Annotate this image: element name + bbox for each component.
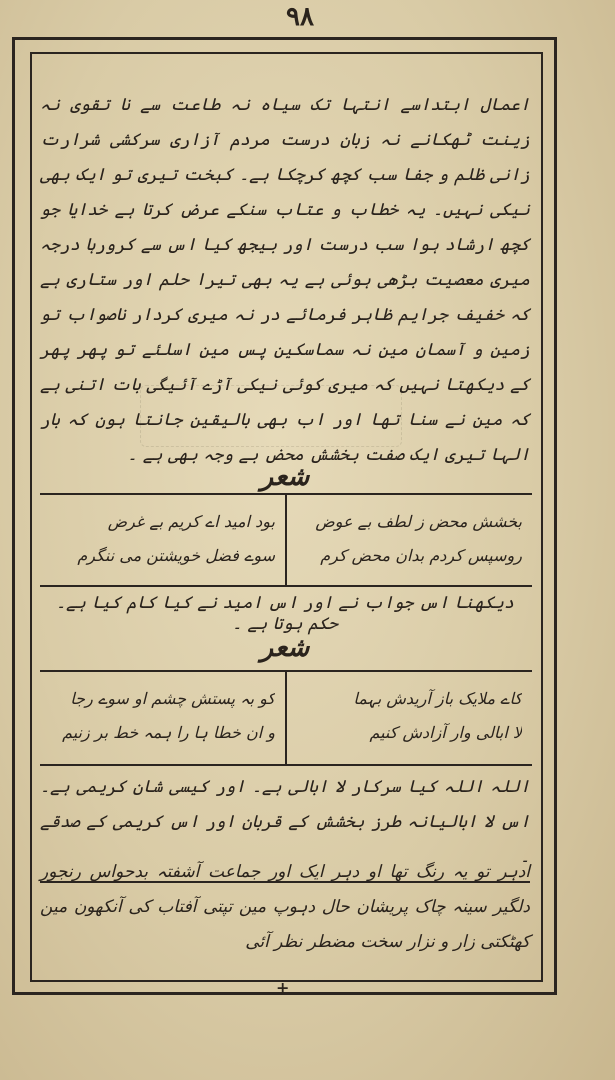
verse-1-left-column	[40, 495, 285, 585]
verse-table-2	[40, 670, 532, 766]
verse-line: بود امید اے کریم بے غرض	[107, 512, 275, 531]
verse-2-left-column	[40, 672, 285, 764]
verse-line: و ان خطا ہا را ہمہ خط بر زنیم	[62, 723, 275, 742]
verse-heading-1: شعر	[260, 462, 310, 492]
verse-line: کاے ملایک باز آریدش بہما	[353, 689, 522, 708]
footer-cross-mark: +	[276, 978, 290, 997]
verse-line: بخشش محض ز لطف بے عوض	[315, 512, 522, 531]
verse-2-right-column	[285, 672, 532, 764]
page-number: ٩٨	[286, 2, 314, 32]
verse-heading-2: شعر	[260, 633, 310, 663]
prose-paragraph-2: اللہ اللہ کیا سرکار لا ابالی ہے۔ اور کیسی شان کریمی ہے۔ اس لا ابالیانہ طرز بخشش کے قربان اور اس کریمی کے صدقے ۔	[40, 770, 530, 883]
verse-line: روسپس کردم بدان محض کرم	[320, 546, 522, 565]
verse-table-1	[40, 493, 532, 587]
prose-paragraph-1: اعمال ابتداسے انتہا تک سیاہ نہ طاعت سے نا تقوی نہ زینت ٹھکانے نہ زبان درست مردم آزاری سرکشی شرارت زانی ظلم و جفا سب کچھ کرچکا ہے۔ کبخت تیری تو ایک بھی نیکی نہیں۔ یہ خطاب و عتاب سنکے عرض کرتا ہے خدایا جو کچھ ارشاد ہوا سب درست اور بیجھ کیا اس سے کرورہا درجہ میری معصیت بڑھی ہوئی ہے یہ بھی تیرا حلم اور ستاری ہے کہ خفیف جرایم ظاہر فرمائے در نہ میری کردار ناصواب تو زمین و آسمان مین نہ سماسکین پس مین اسلئے تو پھر پھر کے دیکھتا نہیں کہ میری کوئی نیکی آڑے آئیگی بات اتنی ہے کہ مین نے سنا تھا اور اب بھی بالیقین جانتا ہون کہ بار الہا تیری ایک صفت بخشش محض بے وجہ بھی ہے ۔	[40, 95, 530, 465]
verse-line: کو بہ پستش چشم او سوے رجا	[70, 689, 275, 708]
prose-paragraph-3: ادہر تو یہ رنگ تھا او دہر ایک اور جماعت آشفتہ بدحواس رنجور دلگیر سینہ چاک پریشان حال دہوپ مین تپتی آفتاب کی آنکھون مین کھٹکتی زار و نزار سخت مضطر نظر آئی	[40, 862, 530, 952]
verse-line: سوے فضل خویشتن می ننگرم	[77, 546, 275, 565]
bridge-line: دیکھنا اس جواب نے اور اس امید نے کیا کام کیا ہے۔ حکم ہوتا ہے ۔	[56, 593, 514, 634]
verse-1-right-column	[285, 495, 532, 585]
verse-line: لا ابالی وار آزادش کنیم	[369, 723, 522, 742]
